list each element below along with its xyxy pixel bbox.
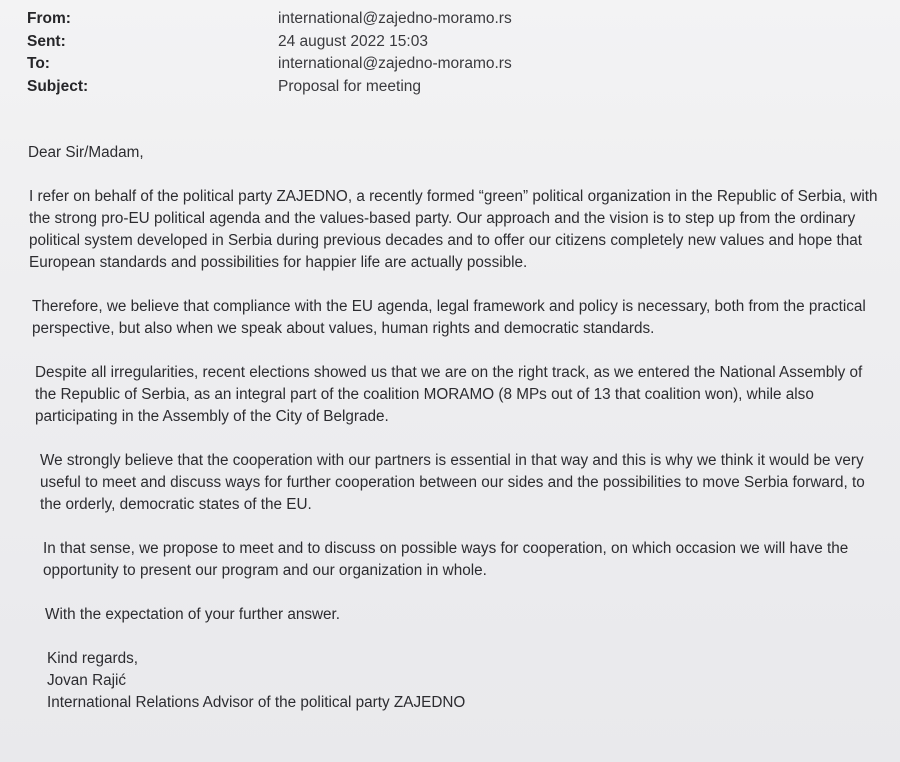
signature-block [28, 648, 878, 714]
signer-title: International Relations Advisor of the political party ZAJEDNO [47, 694, 466, 711]
paragraph-proposal: In that sense, we propose to meet and to discuss on possible ways for cooperation, on which occasion we will have the opportunity to present our program and our organization in whole. [43, 540, 849, 579]
subject-label: Subject: [27, 77, 89, 95]
paragraph-expectation: With the expectation of your further answer. [45, 606, 341, 623]
sent-value: 24 august 2022 15:03 [278, 32, 428, 50]
sent-row [27, 31, 887, 54]
to-label: To: [27, 55, 50, 73]
from-row [27, 8, 887, 31]
subject-row [27, 76, 887, 99]
sent-label: Sent: [27, 32, 66, 50]
paragraph-compliance: Therefore, we believe that compliance with the EU agenda, legal framework and policy is necessary, both from the practical perspective, but also when we speak about values, human rights and democratic standards. [32, 298, 866, 337]
email-body [28, 142, 878, 714]
signer-name: Jovan Rajić [47, 672, 127, 689]
subject-value: Proposal for meeting [278, 77, 422, 95]
greeting: Dear Sir/Madam, [28, 144, 144, 161]
from-label: From: [27, 10, 71, 28]
to-value: international@zajedno-moramo.rs [278, 55, 512, 73]
paragraph-cooperation: We strongly believe that the cooperation with our partners is essential in that way and this is why we think it would be very useful to meet and discuss ways for further cooperation between our sides and the possibilities to move Serbia forward, to the orderly, democratic states of the EU. [40, 452, 865, 513]
email-header [27, 8, 887, 98]
to-row [27, 53, 887, 76]
closing: Kind regards, [47, 650, 138, 667]
paragraph-intro: I refer on behalf of the political party ZAJEDNO, a recently formed “green” political organization in the Republic of Serbia, with the strong pro-EU political agenda and the values-based party. Our approach and the vision is to step up from the ordinary political system developed in Serbia during previous decades and to offer our citizens completely new values and hope that European standards and possibilities for happier life are actually possible. [29, 188, 878, 271]
from-value: international@zajedno-moramo.rs [278, 10, 512, 28]
paragraph-elections: Despite all irregularities, recent elections showed us that we are on the right track, as we entered the National Assembly of the Republic of Serbia, as an integral part of the coalition MORAMO (8 MPs out of 13 that coalition won), while also participating in the Assembly of the City of Belgrade. [35, 364, 863, 425]
